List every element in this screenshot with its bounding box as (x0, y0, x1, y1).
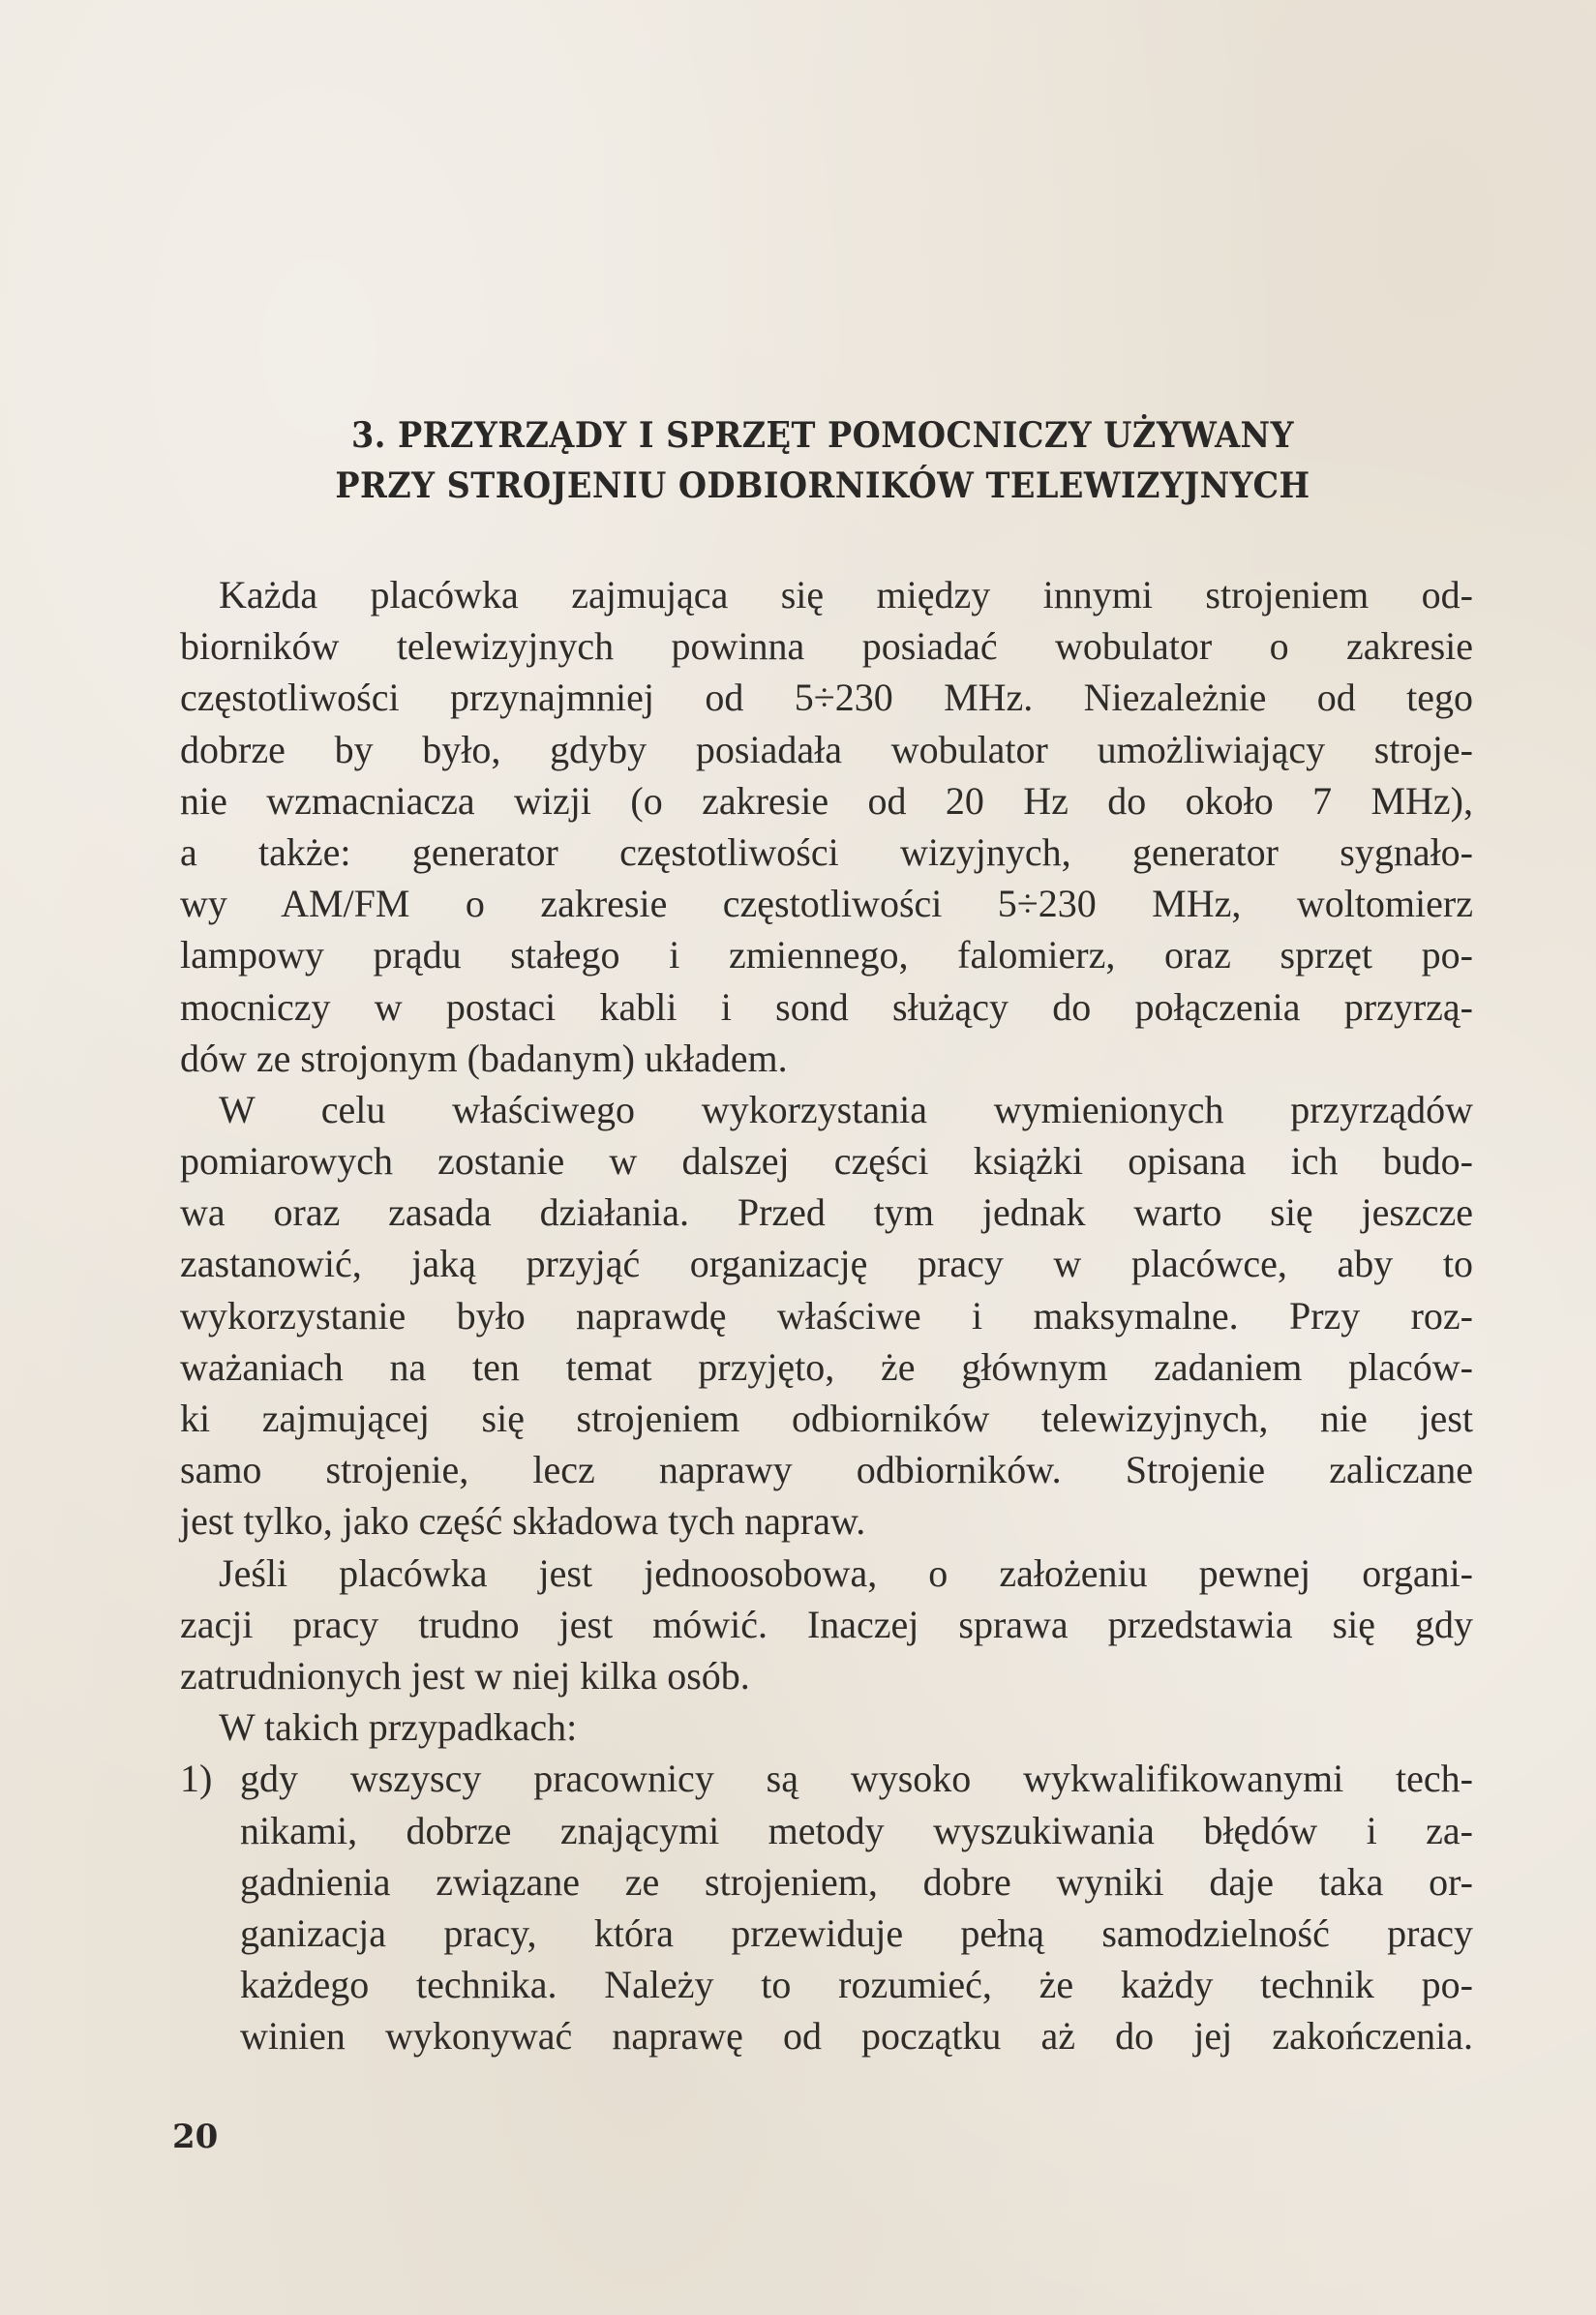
heading-line: PRZY STROJENIU ODBIORNIKÓW TELEWIZYJNYCH (335, 466, 1310, 506)
text-line: ważaniach na ten temat przyjęto, że głównym zadaniem placów- (180, 1344, 1473, 1389)
text-line: wykorzystanie było naprawdę właściwe i maksymalne. Przy roz- (180, 1293, 1473, 1338)
text-line: gadnienia związane ze strojeniem, dobre wyniki daje taka or- (240, 1859, 1473, 1904)
text-line: winien wykonywać naprawę od początku aż do jej zakończenia. (240, 2014, 1473, 2059)
text-line: Jeśli placówka jest jednoosobowa, o założeniu pewnej organi- (219, 1550, 1473, 1595)
text-line: lampowy prądu stałego i zmiennego, falomierz, oraz sprzęt po- (180, 933, 1473, 977)
text-line: gdy wszyscy pracownicy są wysoko wykwalifikowanymi tech- (240, 1757, 1473, 1801)
text-line: wy AM/FM o zakresie częstotliwości 5÷230 MHz, woltomierz (180, 882, 1473, 926)
paragraph (180, 1084, 1473, 1548)
heading-line: 3. PRZYRZĄDY I SPRZĘT POMOCNICZY UŻYWANY (350, 415, 1295, 456)
list-item (180, 1753, 1473, 2061)
page-number: 20 (172, 2118, 219, 2156)
text-line: nikami, dobrze znającymi metody wyszukiwania błędów i za- (240, 1808, 1473, 1852)
text-line: zatrudnionych jest w niej kilka osób. (180, 1653, 750, 1698)
text-line: nie wzmacniacza wizji (o zakresie od 20 Hz do około 7 MHz), (180, 778, 1473, 823)
text-line: ganizacja pracy, która przewiduje pełną samodzielność pracy (240, 1910, 1473, 1955)
text-line: zacji pracy trudno jest mówić. Inaczej sprawa przedstawia się gdy (180, 1602, 1473, 1646)
text-line: samo strojenie, lecz naprawy odbiorników. Strojenie zaliczane (180, 1448, 1473, 1492)
list-number: 1) (180, 1757, 213, 1801)
body-text (180, 569, 1473, 2061)
paragraph (180, 569, 1473, 1084)
text-line: każdego technika. Należy to rozumieć, że każdy technik po- (240, 1963, 1473, 2007)
text-line: częstotliwości przynajmniej od 5÷230 MHz. Niezależnie od tego (180, 676, 1473, 720)
text-line: pomiarowych zostanie w dalszej części książki opisana ich budo- (180, 1139, 1473, 1184)
text-line: Każda placówka zajmująca się między innymi strojeniem od- (219, 573, 1473, 616)
text-line: jest tylko, jako część składowa tych napraw. (180, 1499, 866, 1544)
text-line: mocniczy w postaci kabli i sond służący do połączenia przyrzą- (180, 984, 1473, 1029)
text-line: W celu właściwego wykorzystania wymienionych przyrządów (219, 1087, 1473, 1131)
text-line: biorników telewizyjnych powinna posiadać wobulator o zakresie (180, 624, 1473, 669)
text-line: zastanowić, jaką przyjąć organizację pracy w placówce, aby to (180, 1242, 1473, 1286)
text-line: W takich przypadkach: (219, 1705, 578, 1750)
paragraph (180, 1548, 1473, 1702)
chapter-heading (283, 410, 1363, 511)
paragraph (180, 1701, 1473, 1753)
text-line: a także: generator częstotliwości wizyjnych, generator sygnało- (180, 829, 1473, 874)
text-line: dów ze strojonym (badanym) układem. (180, 1036, 788, 1080)
text-line: wa oraz zasada działania. Przed tym jednak warto się jeszcze (180, 1190, 1473, 1235)
text-line: dobrze by było, gdyby posiadała wobulator umożliwiający stroje- (180, 727, 1473, 771)
text-line: ki zajmującej się strojeniem odbiorników telewizyjnych, nie jest (180, 1397, 1473, 1440)
